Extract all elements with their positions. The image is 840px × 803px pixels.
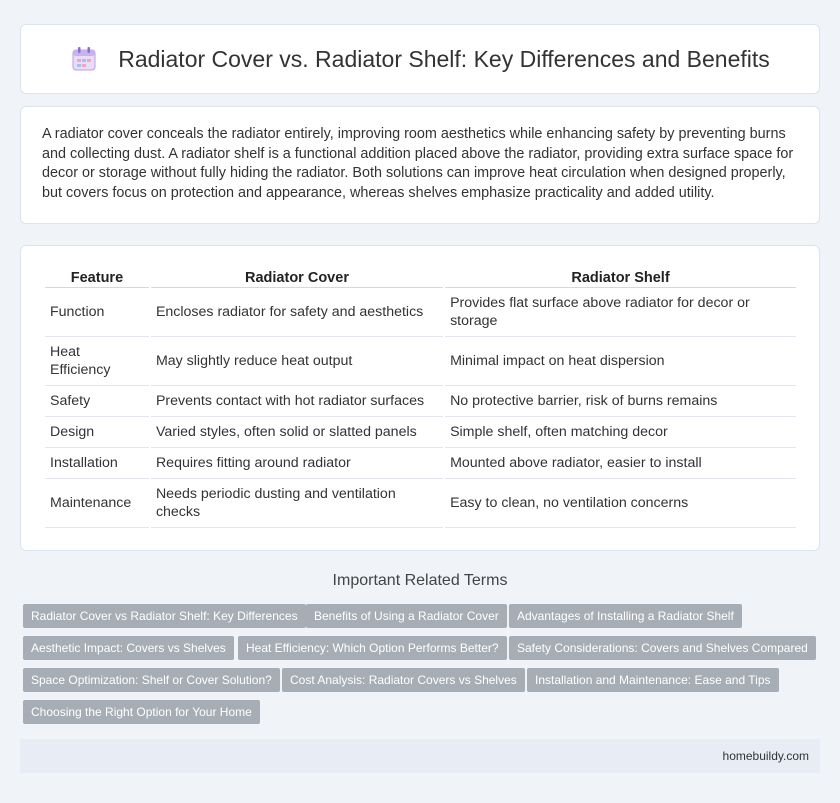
table-row — [45, 417, 796, 448]
feature-cell: Safety — [45, 386, 149, 417]
page-title: Radiator Cover vs. Radiator Shelf: Key Differences and Benefits — [118, 45, 770, 72]
shelf-cell: No protective barrier, risk of burns remains — [445, 386, 796, 417]
table-row — [45, 288, 796, 337]
shelf-cell: Simple shelf, often matching decor — [445, 417, 796, 448]
related-term-tag[interactable]: Aesthetic Impact: Covers vs Shelves — [23, 636, 234, 660]
related-term-tag[interactable]: Installation and Maintenance: Ease and Tips — [527, 668, 779, 692]
related-term-tag[interactable]: Heat Efficiency: Which Option Performs Better? — [238, 636, 507, 660]
shelf-cell: Easy to clean, no ventilation concerns — [445, 479, 796, 528]
feature-cell: Function — [45, 288, 149, 337]
intro-card — [20, 106, 820, 224]
cover-cell: Varied styles, often solid or slatted panels — [151, 417, 443, 448]
table-row — [45, 479, 796, 528]
related-term-tag[interactable]: Cost Analysis: Radiator Covers vs Shelves — [282, 668, 525, 692]
header-radiator-shelf: Radiator Shelf — [445, 266, 796, 288]
footer — [20, 739, 820, 773]
cover-cell: Encloses radiator for safety and aesthetics — [151, 288, 443, 337]
table-row — [45, 448, 796, 479]
related-terms-title: Important Related Terms — [332, 572, 508, 589]
related-term-tag[interactable]: Choosing the Right Option for Your Home — [23, 700, 260, 724]
cover-cell: May slightly reduce heat output — [151, 337, 443, 386]
feature-cell: Maintenance — [45, 479, 149, 528]
table-row — [45, 337, 796, 386]
feature-cell: Heat Efficiency — [45, 337, 149, 386]
shelf-cell: Mounted above radiator, easier to install — [445, 448, 796, 479]
footer-site-link[interactable]: homebuildy.com — [722, 749, 809, 763]
comparison-table — [43, 266, 798, 528]
calendar-icon — [70, 45, 98, 73]
shelf-cell: Minimal impact on heat dispersion — [445, 337, 796, 386]
related-term-tag[interactable]: Radiator Cover vs Radiator Shelf: Key Differences — [23, 604, 306, 628]
related-term-tag[interactable]: Benefits of Using a Radiator Cover — [306, 604, 507, 628]
header-card — [20, 24, 820, 94]
shelf-cell: Provides flat surface above radiator for decor or storage — [445, 288, 796, 337]
feature-cell: Installation — [45, 448, 149, 479]
related-term-tag[interactable]: Safety Considerations: Covers and Shelves Compared — [509, 636, 816, 660]
cover-cell: Needs periodic dusting and ventilation checks — [151, 479, 443, 528]
cover-cell: Requires fitting around radiator — [151, 448, 443, 479]
related-term-tag[interactable]: Space Optimization: Shelf or Cover Solution? — [23, 668, 280, 692]
feature-cell: Design — [45, 417, 149, 448]
table-header-row — [45, 266, 796, 288]
header-radiator-cover: Radiator Cover — [151, 266, 443, 288]
related-term-tag[interactable]: Advantages of Installing a Radiator Shelf — [509, 604, 742, 628]
table-row — [45, 386, 796, 417]
intro-text: A radiator cover conceals the radiator entirely, improving room aesthetics while enhancing safety by preventing burns and collecting dust. A radiator shelf is a functional addition placed above the radiator, providing extra surface space for decor or storage without fully hiding the radiator. Both solutions can improve heat circulation when designed properly, but covers focus on protection and appearance, whereas shelves emphasize practicality and added utility. — [42, 126, 794, 201]
header-feature: Feature — [45, 266, 149, 288]
comparison-table-card — [20, 245, 820, 551]
cover-cell: Prevents contact with hot radiator surfaces — [151, 386, 443, 417]
